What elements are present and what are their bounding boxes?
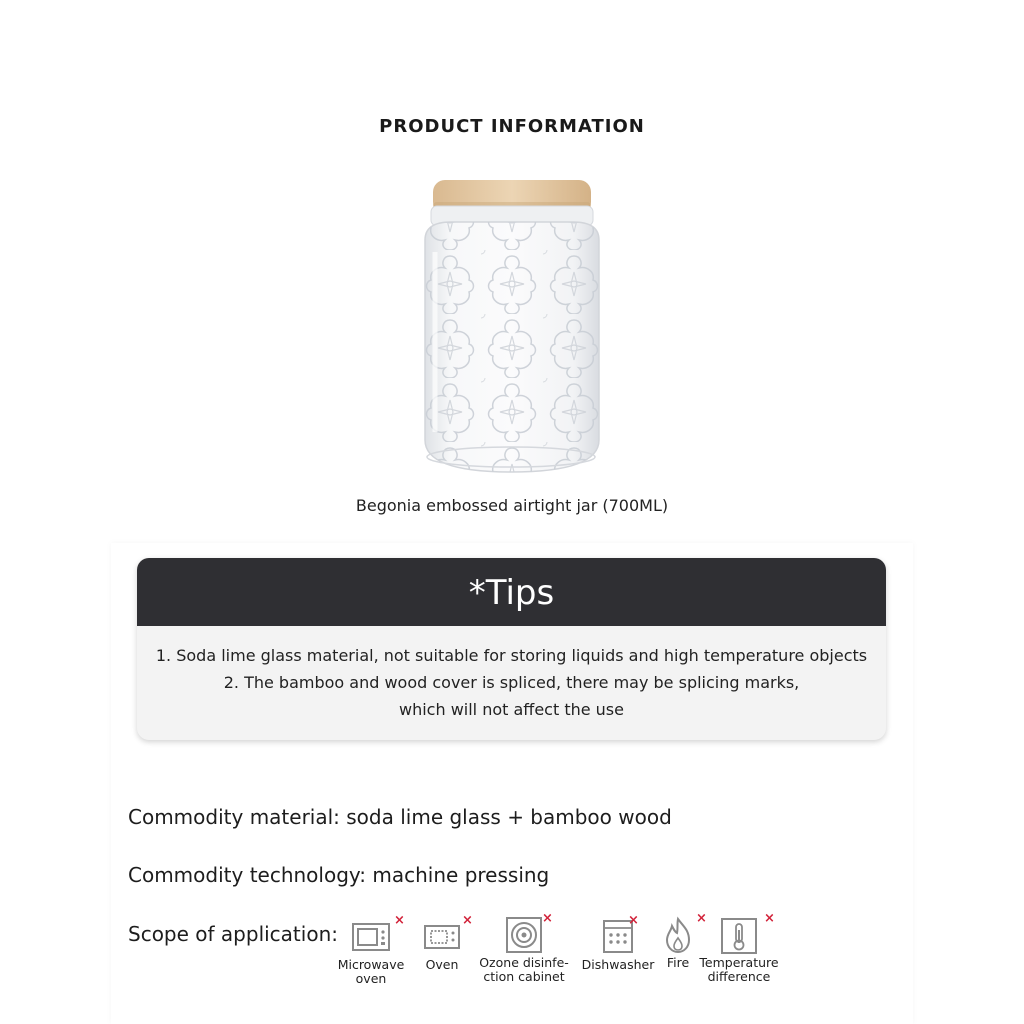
not-suitable-mark: × — [542, 911, 553, 926]
app-ozone-cabinet — [478, 911, 570, 984]
tips-body — [137, 626, 886, 723]
not-suitable-mark: × — [628, 913, 639, 928]
scope-label: Scope of application: — [128, 922, 338, 946]
tip-line-3: which will not affect the use — [399, 700, 624, 719]
not-suitable-mark: × — [394, 913, 405, 928]
app-temperature-difference — [698, 911, 780, 984]
thermometer-icon — [719, 916, 759, 956]
app-oven — [418, 913, 473, 972]
app-label: Temperature — [699, 955, 779, 970]
tips-card — [137, 558, 886, 740]
app-label: Fire — [666, 955, 690, 970]
app-microwave — [336, 913, 406, 986]
ozone-cabinet-icon — [504, 916, 544, 954]
app-label: oven — [355, 971, 387, 986]
app-label: Microwave — [337, 957, 405, 972]
tip-line-1: 1. Soda lime glass material, not suitable for storing liquids and high temperature objects — [155, 646, 868, 665]
tips-heading: *Tips — [137, 558, 886, 626]
not-suitable-mark: × — [462, 913, 473, 928]
product-caption: Begonia embossed airtight jar (700ML) — [355, 496, 669, 515]
app-fire — [660, 911, 707, 970]
app-label: Oven — [425, 957, 459, 972]
product-image — [405, 172, 617, 482]
glass-jar-illustration — [405, 172, 617, 482]
oven-icon — [422, 918, 462, 954]
microwave-icon — [351, 918, 391, 954]
app-label: difference — [707, 969, 771, 984]
page-title: PRODUCT INFORMATION — [379, 116, 645, 137]
app-label: ction cabinet — [483, 969, 565, 984]
app-label: Dishwasher — [581, 957, 655, 972]
not-suitable-mark: × — [764, 911, 775, 926]
not-suitable-mark: × — [696, 911, 707, 926]
app-dishwasher — [580, 913, 656, 972]
tip-line-2: 2. The bamboo and wood cover is spliced, there may be splicing marks, — [223, 673, 800, 692]
commodity-material: Commodity material: soda lime glass + bamboo wood — [128, 805, 672, 829]
commodity-technology: Commodity technology: machine pressing — [128, 863, 550, 887]
app-label: Ozone disinfe- — [479, 955, 569, 970]
fire-icon — [661, 916, 695, 954]
